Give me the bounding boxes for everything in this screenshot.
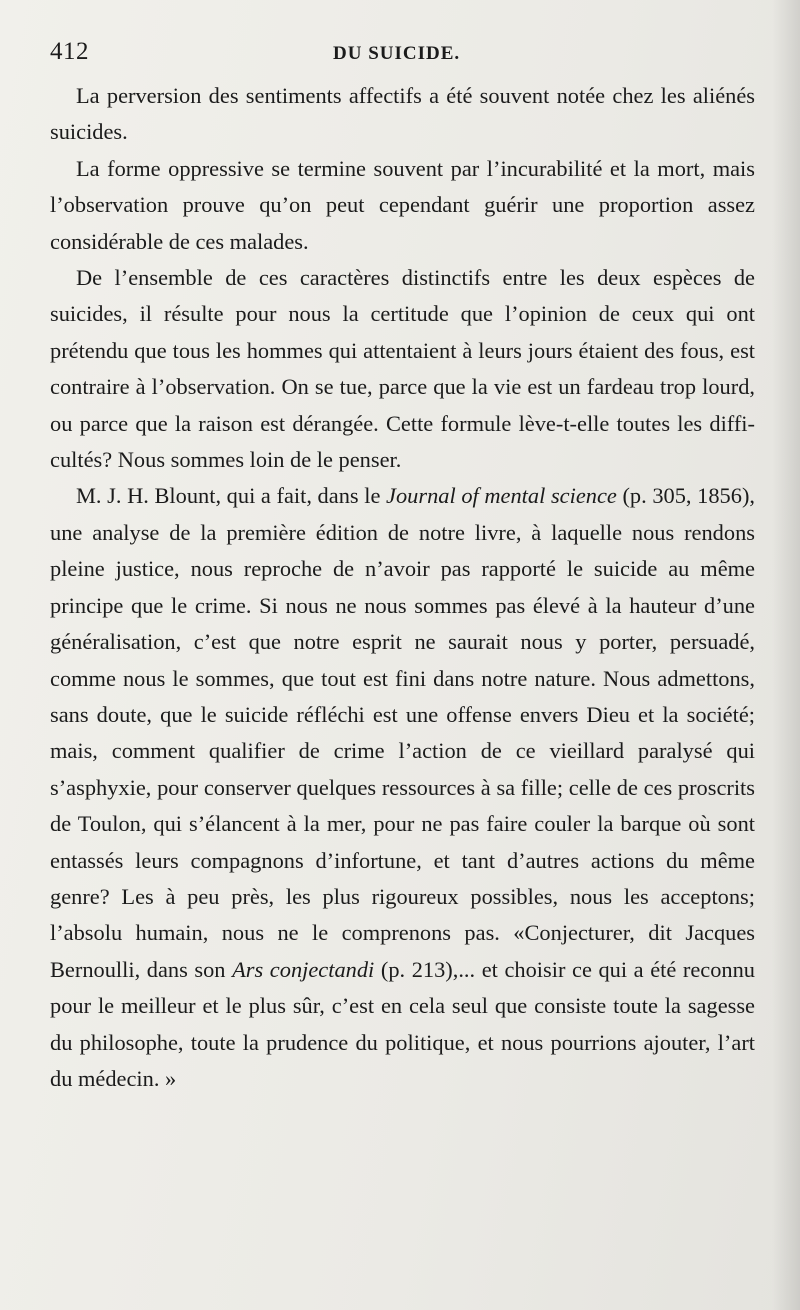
paragraph-text: De l’ensemble de ces caractères distinctifs entre les deux espèces de suicides, il résulte pour nous la certitude que l’opinion de ceux qui ont prétendu que tous les hommes qui attentaient à leurs jours étaient des fous, est contraire à l’observation. On se tue, parce que la vie est un fardeau trop lourd, ou parce que la raison est dérangée. Cette formule lève-t-elle toutes les difficultés? Nous sommes loin de le penser.	[50, 265, 755, 473]
paragraph-text: M. J. H. Blount, qui a fait, dans le	[76, 483, 387, 509]
paragraph-text: La forme oppressive se termine souvent par l’incurabilité et la mort, mais l’observation prouve qu’on peut cependant guérir une proportion assez considérable de ces malades.	[50, 155, 755, 254]
book-title: Ars conjectandi	[232, 956, 375, 982]
page-number: 412	[50, 38, 89, 65]
page-header	[50, 38, 755, 78]
paragraph-text: (p. 213),... et choisir ce qui a été reconnu pour le meilleur et le plus sûr, c’est en cela seul que consiste toute la sagesse du philosophe, toute la prudence du politique, et nous pourrions ajouter, l’art du médecin. »	[50, 956, 756, 1091]
page-edge-shadow	[772, 0, 800, 1310]
paragraph-text: La perversion des sentiments affectifs a été souvent notée chez les aliénés suicides.	[50, 83, 755, 145]
paragraph	[50, 151, 755, 260]
paragraph	[50, 478, 755, 1097]
paragraph-text: (p. 305, 1856), une analyse de la première édition de notre livre, à laquelle nous rendons pleine justice, nous reproche de n’avoir pas rapporté le suicide au même principe que le crime. Si nous ne nous sommes pas élevé à la hauteur d’une généralisation, c’est que notre esprit ne saurait nous y porter, persuadé, comme nous le sommes, que tout est fini dans notre nature. Nous admettons, sans doute, que le suicide réfléchi est une offense envers Dieu et la société; mais, comment qualifier de crime l’action de ce vieillard paralysé qui s’asphyxie, pour conserver quelques ressources à sa fille; celle de ces proscrits de Toulon, qui s’élancent à la mer, pour ne pas faire couler la barque où sont entassés leurs compagnons d’infortune, et tant d’autres actions du même genre? Les à peu près, les plus rigoureux possibles, nous les acceptons; l’absolu humain, nous ne le comprenons pas. «Conjecturer, dit Jacques Bernoulli, dans son	[50, 483, 755, 982]
paragraph	[50, 78, 755, 151]
body-text	[50, 78, 755, 1097]
journal-title: Journal of mental science	[386, 483, 617, 509]
paragraph	[50, 260, 755, 478]
running-head: DU SUICIDE.	[333, 43, 461, 64]
